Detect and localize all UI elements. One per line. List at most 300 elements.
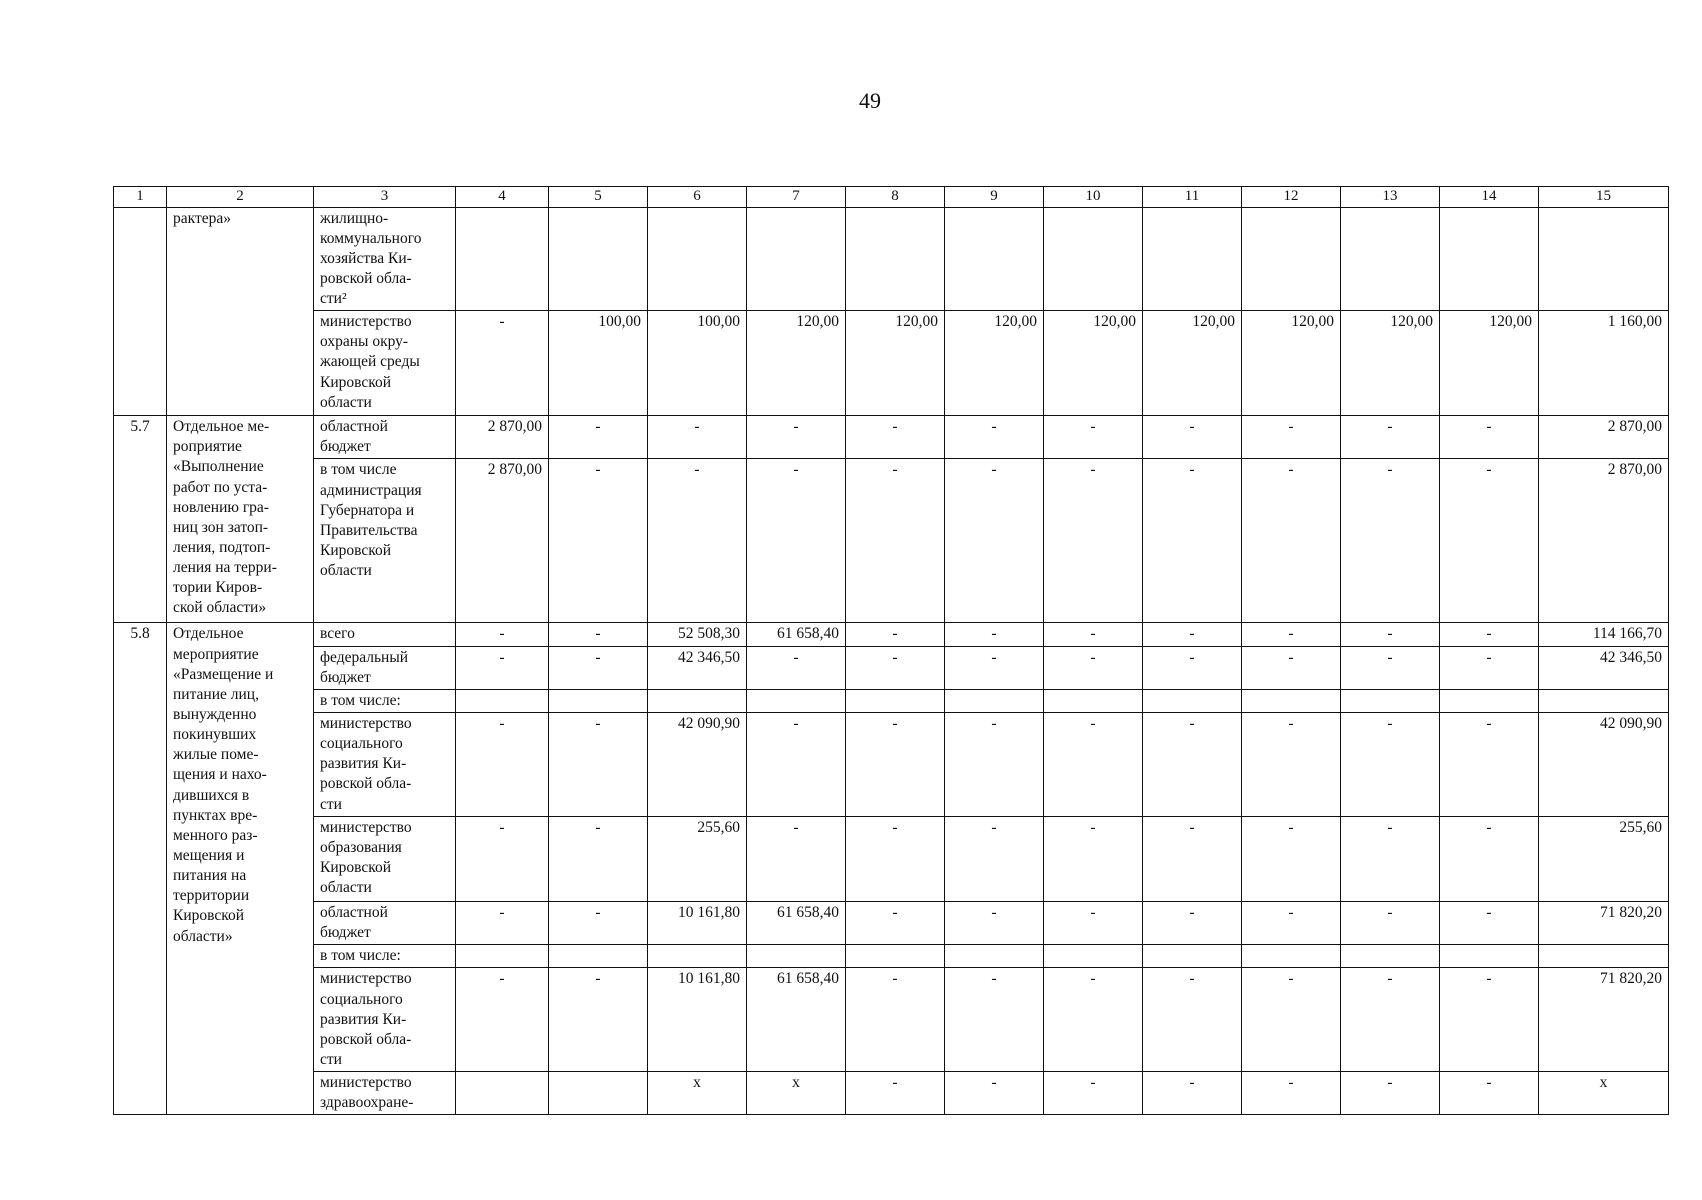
value-cell — [1242, 902, 1341, 945]
funding-source-cell — [314, 646, 456, 689]
value-cell — [1440, 646, 1539, 689]
value-cell — [1143, 817, 1242, 902]
text-line: министерство — [320, 313, 412, 331]
table-row — [114, 623, 1669, 646]
value-text: - — [1387, 819, 1393, 837]
value-cell — [945, 1072, 1044, 1115]
value-text: - — [1486, 1074, 1492, 1092]
value-cell — [1539, 713, 1669, 817]
value-cell — [747, 817, 846, 902]
value-cell — [1242, 945, 1341, 968]
value-text: - — [595, 715, 601, 733]
column-header-4: 4 — [456, 187, 549, 208]
row-number: 5.7 — [130, 418, 150, 436]
text-line: всего — [320, 625, 355, 643]
funding-source-cell — [314, 311, 456, 416]
column-header-11: 11 — [1143, 187, 1242, 208]
text-line: жилые поме- — [173, 746, 259, 764]
funding-source-cell — [314, 623, 456, 646]
value-cell — [1341, 689, 1440, 712]
value-cell — [1044, 459, 1143, 623]
value-cell — [549, 817, 648, 902]
table-row — [114, 1072, 1669, 1115]
value-text: 120,00 — [1390, 313, 1433, 331]
text-line: ровской обла- — [320, 1030, 412, 1048]
value-cell — [1242, 1072, 1341, 1115]
text-line: жилищно- — [320, 209, 389, 227]
text-line: щения и нахо- — [173, 766, 267, 784]
value-text: - — [595, 461, 601, 479]
value-cell — [1242, 459, 1341, 623]
value-cell — [747, 207, 846, 311]
value-cell — [747, 646, 846, 689]
value-text: - — [1288, 625, 1294, 643]
text-line: в том числе — [320, 461, 397, 479]
value-cell — [1044, 968, 1143, 1072]
value-text: - — [1486, 625, 1492, 643]
value-text: - — [1189, 461, 1195, 479]
table-body — [114, 187, 1669, 1115]
value-cell — [1143, 311, 1242, 416]
text-line: ской области» — [173, 599, 267, 617]
text-line: новлению гра- — [173, 498, 269, 516]
value-text: - — [1189, 819, 1195, 837]
value-text: - — [499, 819, 505, 837]
value-text: - — [499, 904, 505, 922]
value-cell — [648, 817, 747, 902]
value-cell — [1341, 968, 1440, 1072]
text-line: пунктах вре- — [173, 806, 258, 824]
column-header-9: 9 — [945, 187, 1044, 208]
column-header-15: 15 — [1539, 187, 1669, 208]
value-cell — [846, 207, 945, 311]
value-cell — [747, 311, 846, 416]
value-cell — [1143, 713, 1242, 817]
value-cell — [1539, 207, 1669, 311]
column-header-12: 12 — [1242, 187, 1341, 208]
value-text: - — [793, 648, 799, 666]
text-line: мероприятие — [173, 645, 259, 663]
value-text: 120,00 — [796, 313, 839, 331]
column-header-10: 10 — [1044, 187, 1143, 208]
text-line: дившихся в — [173, 786, 250, 804]
measure-name-cell — [167, 207, 314, 416]
text-line: развития Ки- — [320, 755, 407, 773]
value-text: - — [991, 970, 997, 988]
value-text: - — [595, 648, 601, 666]
text-line: областной — [320, 904, 388, 922]
value-text: - — [1189, 1074, 1195, 1092]
text-line: сти — [320, 795, 342, 813]
value-cell — [1341, 459, 1440, 623]
text-line: покинувших — [173, 726, 257, 744]
value-text: - — [595, 625, 601, 643]
value-cell — [549, 1072, 648, 1115]
value-cell — [846, 646, 945, 689]
text-line: области — [320, 393, 372, 411]
row-number-cell — [114, 623, 167, 1115]
column-header-13: 13 — [1341, 187, 1440, 208]
text-line: жающей среды — [320, 353, 420, 371]
value-cell — [1044, 311, 1143, 416]
value-cell — [747, 623, 846, 646]
value-cell — [1539, 689, 1669, 712]
value-text: - — [1090, 904, 1096, 922]
measure-name-cell — [167, 416, 314, 623]
text-line: министерство — [320, 715, 412, 733]
value-cell — [456, 968, 549, 1072]
value-text: - — [892, 819, 898, 837]
text-line: питания на — [173, 867, 247, 885]
value-text: - — [1090, 418, 1096, 436]
value-text: - — [1486, 819, 1492, 837]
value-cell — [1242, 623, 1341, 646]
value-cell — [1341, 902, 1440, 945]
value-cell — [846, 311, 945, 416]
value-text: - — [991, 418, 997, 436]
value-cell — [456, 459, 549, 623]
text-line: рактера» — [173, 209, 231, 227]
value-cell — [1143, 623, 1242, 646]
value-cell — [846, 689, 945, 712]
text-line: коммунального — [320, 229, 422, 247]
column-header-row — [114, 187, 1669, 208]
text-line: бюджет — [320, 924, 371, 942]
value-cell — [648, 945, 747, 968]
table-row — [114, 968, 1669, 1072]
funding-source-cell — [314, 713, 456, 817]
value-cell — [456, 1072, 549, 1115]
value-cell — [1341, 207, 1440, 311]
text-line: территории — [173, 887, 250, 905]
funding-source-cell — [314, 817, 456, 902]
text-line: хозяйства Ки- — [320, 249, 412, 267]
value-cell — [648, 311, 747, 416]
value-text: 42 090,90 — [1600, 715, 1662, 733]
value-text: 52 508,30 — [678, 625, 740, 643]
value-cell — [456, 623, 549, 646]
text-line: областной — [320, 418, 388, 436]
value-cell — [1440, 459, 1539, 623]
value-text: - — [1486, 904, 1492, 922]
text-line: менного раз- — [173, 826, 258, 844]
value-text: - — [1387, 715, 1393, 733]
value-text: 10 161,80 — [678, 970, 740, 988]
value-cell — [549, 311, 648, 416]
value-text: - — [595, 970, 601, 988]
value-cell — [549, 416, 648, 459]
table-row — [114, 945, 1669, 968]
budget-table — [113, 186, 1669, 1115]
value-text: 255,60 — [697, 819, 740, 837]
value-cell — [1341, 817, 1440, 902]
value-text: - — [1189, 648, 1195, 666]
value-cell — [648, 1072, 747, 1115]
text-line: «Размещение и — [173, 665, 274, 683]
value-text: x — [792, 1074, 800, 1092]
text-line: образования — [320, 839, 402, 857]
value-cell — [1242, 713, 1341, 817]
value-text: - — [499, 970, 505, 988]
column-header-3: 3 — [314, 187, 456, 208]
table-row — [114, 817, 1669, 902]
value-cell — [1143, 968, 1242, 1072]
value-cell — [945, 945, 1044, 968]
value-cell — [648, 689, 747, 712]
text-line: тории Киров- — [173, 579, 263, 597]
value-cell — [1242, 416, 1341, 459]
value-text: 120,00 — [1192, 313, 1235, 331]
value-cell — [1143, 689, 1242, 712]
value-cell — [648, 902, 747, 945]
value-text: 42 346,50 — [678, 648, 740, 666]
value-text: 10 161,80 — [678, 904, 740, 922]
value-cell — [747, 416, 846, 459]
value-cell — [945, 459, 1044, 623]
value-text: - — [892, 1074, 898, 1092]
value-text: x — [1599, 1074, 1608, 1092]
value-text: 61 658,40 — [777, 625, 839, 643]
text-line: сти — [320, 1051, 342, 1069]
value-text: - — [1090, 461, 1096, 479]
value-cell — [1440, 902, 1539, 945]
text-line: вынужденно — [173, 706, 257, 724]
value-cell — [846, 459, 945, 623]
value-cell — [1044, 902, 1143, 945]
value-text: - — [991, 819, 997, 837]
value-text: - — [1486, 418, 1492, 436]
value-cell — [1044, 817, 1143, 902]
value-text: - — [1090, 970, 1096, 988]
value-cell — [1440, 968, 1539, 1072]
text-line: федеральный — [320, 648, 409, 666]
value-text: - — [1288, 461, 1294, 479]
text-line: мещения и — [173, 847, 245, 865]
funding-source-cell — [314, 459, 456, 623]
value-cell — [1440, 207, 1539, 311]
value-text: 120,00 — [1489, 313, 1532, 331]
value-text: 2 870,00 — [487, 461, 542, 479]
value-text: - — [1189, 904, 1195, 922]
value-text: 1 160,00 — [1607, 313, 1662, 331]
value-text: - — [793, 715, 799, 733]
value-cell — [1242, 689, 1341, 712]
value-text: - — [1288, 819, 1294, 837]
value-cell — [1242, 207, 1341, 311]
funding-source-cell — [314, 207, 456, 311]
value-text: - — [1288, 418, 1294, 436]
text-line: бюджет — [320, 668, 371, 686]
page-number: 49 — [859, 88, 881, 113]
value-text: - — [793, 418, 799, 436]
value-text: 71 820,20 — [1600, 904, 1662, 922]
text-line: Губернатора и — [320, 501, 415, 519]
value-cell — [1539, 1072, 1669, 1115]
value-cell — [846, 945, 945, 968]
value-cell — [456, 646, 549, 689]
text-line: Правительства — [320, 521, 418, 539]
value-cell — [456, 207, 549, 311]
text-line: роприятие — [173, 438, 242, 456]
value-cell — [1341, 311, 1440, 416]
value-cell — [945, 968, 1044, 1072]
value-cell — [1440, 945, 1539, 968]
value-cell — [456, 713, 549, 817]
value-cell — [1242, 646, 1341, 689]
value-cell — [549, 207, 648, 311]
text-line: Отдельное ме- — [173, 418, 270, 436]
value-cell — [549, 968, 648, 1072]
value-cell — [846, 416, 945, 459]
text-line: министерство — [320, 819, 412, 837]
value-cell — [456, 689, 549, 712]
text-line: «Выполнение — [173, 458, 264, 476]
value-text: - — [1486, 648, 1492, 666]
value-cell — [648, 207, 747, 311]
text-line: министерство — [320, 970, 412, 988]
value-cell — [456, 902, 549, 945]
text-line: ровской обла- — [320, 269, 412, 287]
value-cell — [1440, 689, 1539, 712]
value-cell — [1440, 416, 1539, 459]
text-line: работ по уста- — [173, 478, 268, 496]
value-text: - — [991, 648, 997, 666]
value-text: 120,00 — [994, 313, 1037, 331]
row-number-cell — [114, 207, 167, 416]
column-header-5: 5 — [549, 187, 648, 208]
value-cell — [456, 311, 549, 416]
column-header-7: 7 — [747, 187, 846, 208]
value-cell — [1143, 207, 1242, 311]
value-text: - — [1090, 819, 1096, 837]
value-cell — [1044, 207, 1143, 311]
value-cell — [1539, 968, 1669, 1072]
column-header-2: 2 — [167, 187, 314, 208]
value-cell — [747, 945, 846, 968]
value-cell — [648, 646, 747, 689]
value-text: - — [991, 625, 997, 643]
value-text: 42 090,90 — [678, 715, 740, 733]
value-cell — [846, 817, 945, 902]
value-text: - — [892, 418, 898, 436]
value-text: x — [693, 1074, 701, 1092]
value-text: - — [694, 461, 700, 479]
value-cell — [1440, 713, 1539, 817]
text-line: в том числе: — [320, 691, 401, 709]
value-text: - — [1486, 461, 1492, 479]
value-cell — [1143, 416, 1242, 459]
value-text: - — [793, 819, 799, 837]
value-text: 114 166,70 — [1592, 625, 1662, 643]
value-cell — [1044, 623, 1143, 646]
value-text: - — [1288, 648, 1294, 666]
value-cell — [945, 713, 1044, 817]
text-line: бюджет — [320, 438, 371, 456]
value-cell — [846, 1072, 945, 1115]
column-header-14: 14 — [1440, 187, 1539, 208]
value-text: - — [499, 313, 505, 331]
value-cell — [945, 311, 1044, 416]
text-line: Кировской — [320, 859, 392, 877]
value-cell — [1341, 713, 1440, 817]
value-text: - — [892, 970, 898, 988]
text-line: охраны окру- — [320, 333, 409, 351]
value-text: - — [1387, 1074, 1393, 1092]
text-line: здравоохране- — [320, 1094, 414, 1112]
text-line: ниц зон затоп- — [173, 518, 269, 536]
value-text: - — [1486, 970, 1492, 988]
value-cell — [1242, 311, 1341, 416]
value-cell — [1341, 945, 1440, 968]
table-row — [114, 207, 1669, 311]
text-line: социального — [320, 735, 403, 753]
value-text: - — [892, 648, 898, 666]
value-cell — [1440, 311, 1539, 416]
table-row — [114, 416, 1669, 459]
value-cell — [1242, 817, 1341, 902]
value-cell — [1539, 623, 1669, 646]
table-row — [114, 902, 1669, 945]
text-line: области» — [173, 927, 233, 945]
value-text: - — [499, 625, 505, 643]
value-cell — [1341, 1072, 1440, 1115]
value-text: - — [1189, 715, 1195, 733]
value-cell — [1044, 1072, 1143, 1115]
value-cell — [648, 459, 747, 623]
value-text: 2 870,00 — [1607, 461, 1662, 479]
column-header-8: 8 — [846, 187, 945, 208]
value-text: - — [1387, 625, 1393, 643]
text-line: ровской обла- — [320, 775, 412, 793]
value-cell — [1440, 1072, 1539, 1115]
funding-source-cell — [314, 689, 456, 712]
row-number: 5.8 — [130, 625, 150, 643]
value-cell — [747, 902, 846, 945]
value-text: - — [1288, 715, 1294, 733]
value-cell — [1044, 945, 1143, 968]
value-text: 61 658,40 — [777, 904, 839, 922]
value-text: - — [1288, 970, 1294, 988]
value-text: - — [1288, 1074, 1294, 1092]
value-text: - — [1387, 461, 1393, 479]
text-line: социального — [320, 990, 403, 1008]
text-line: министерство — [320, 1074, 412, 1092]
value-cell — [1341, 416, 1440, 459]
value-cell — [747, 1072, 846, 1115]
text-line: в том числе: — [320, 947, 401, 965]
value-cell — [747, 459, 846, 623]
value-cell — [1044, 713, 1143, 817]
value-cell — [1539, 311, 1669, 416]
value-cell — [549, 902, 648, 945]
value-cell — [1242, 968, 1341, 1072]
value-text: - — [991, 1074, 997, 1092]
value-text: - — [892, 625, 898, 643]
table-row — [114, 459, 1669, 623]
value-text: 2 870,00 — [487, 418, 542, 436]
value-text: 120,00 — [895, 313, 938, 331]
value-cell — [1539, 902, 1669, 945]
value-cell — [1440, 817, 1539, 902]
value-cell — [456, 945, 549, 968]
funding-source-cell — [314, 416, 456, 459]
value-text: - — [1090, 715, 1096, 733]
value-text: - — [991, 715, 997, 733]
value-cell — [1044, 646, 1143, 689]
value-text: - — [595, 418, 601, 436]
value-text: - — [1387, 904, 1393, 922]
value-text: 100,00 — [697, 313, 740, 331]
